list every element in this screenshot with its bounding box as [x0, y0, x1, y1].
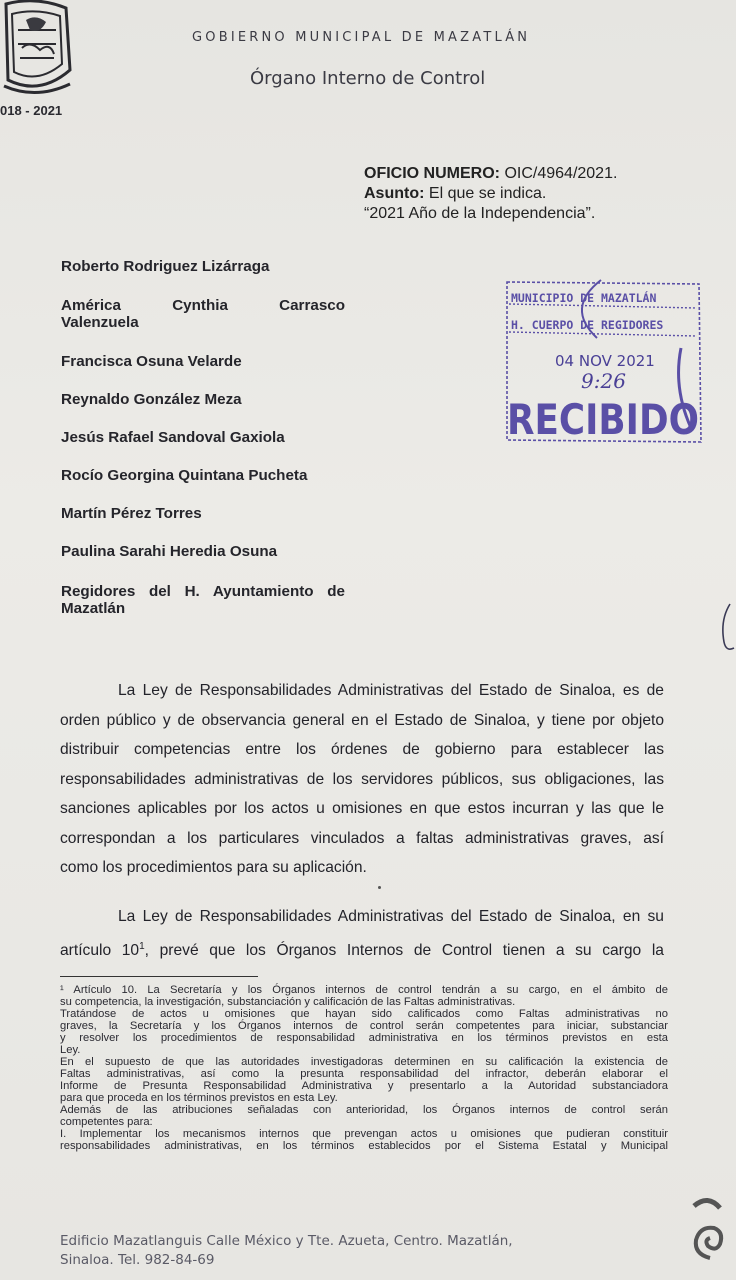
body-line: La Ley de Responsabilidades Administrativas del Estado de Sinaloa, en su: [118, 908, 664, 925]
recipient-name: Martín Pérez Torres: [61, 505, 202, 522]
footnote-line: Informe de Presunta Responsabilidad Administrativa y presentarlo a la Autoridad substanciadora: [60, 1080, 668, 1092]
body-paragraph-1: [60, 676, 664, 883]
government-heading: GOBIERNO MUNICIPAL DE MAZATLÁN: [192, 30, 531, 45]
footnote-line: Tratándose de actos u omisiones que hayan sido calificados como Faltas administrativas no: [60, 1008, 668, 1020]
oficio-block: [364, 164, 617, 224]
body-line: como los procedimientos para su aplicación.: [60, 859, 367, 876]
footnote-line: su competencia, la investigación, substanciación y calificación de las Faltas administrativas.: [60, 996, 516, 1008]
footnote-line: I. Implementar los mecanismos internos que prevengan actos u omisiones que pudieran constituir: [60, 1128, 668, 1140]
footnote-line: ¹ Artículo 10. La Secretaría y los Órganos internos de control tendrán a su cargo, en el ámbito de: [60, 984, 668, 996]
footnote-line: responsabilidades administrativas, en los términos establecidos por el Sistema Estatal y Municipal: [60, 1140, 668, 1152]
seal-years: 018 - 2021: [0, 103, 63, 118]
body-line: distribuir competencias entre los órdenes de gobierno para establecer las: [60, 741, 664, 758]
stamp-time: 9:26: [581, 369, 626, 393]
footnote-ref: 1: [139, 940, 145, 952]
body-line: orden público y de observancia general en el Estado de Sinaloa, y tiene por objeto: [60, 711, 664, 729]
received-stamp: [505, 278, 701, 443]
body-line: correspondan a los particulares vinculados a faltas administrativas graves, así: [60, 829, 664, 847]
footer-address: Edificio Mazatlanguis Calle México y Tte. Azueta, Centro. Mazatlán,: [60, 1233, 513, 1249]
footnote-line: Ley.: [60, 1044, 81, 1056]
municipal-seal-logo: [0, 0, 74, 100]
address-footer: [60, 1232, 513, 1270]
footnote-line: Faltas administrativas, así como la presunta responsabilidad del infractor, deberán elaborar el: [60, 1068, 668, 1080]
body-line: artículo $10^1$, prevé que los Órganos Internos de Control tienen a su cargo la: [60, 940, 664, 959]
footnote-separator: [60, 976, 258, 977]
body-line: responsabilidades administrativas de los servidores públicos, sus obligaciones, las: [60, 770, 664, 788]
footnote-line: Además de las atribuciones señaladas con anterioridad, los Órganos internos de control serán: [60, 1104, 668, 1116]
oficio-motto: “2021 Año de la Independencia”.: [364, 205, 596, 222]
recipient-name: Jesús Rafael Sandoval Gaxiola: [61, 429, 285, 446]
footer-phone: Sinaloa. Tel. 982-84-69: [60, 1252, 215, 1268]
body-line: La Ley de Responsabilidades Administrativas del Estado de Sinaloa, es de: [118, 682, 664, 699]
recipient-name: Francisca Osuna Velarde: [61, 353, 242, 370]
recipient-name: Reynaldo González Meza: [61, 391, 242, 408]
recipients-title: Regidores del H. Ayuntamiento de: [61, 583, 345, 600]
footnote-line: En el supuesto de que las autoridades investigadoras determinen en su calificación la existencia de: [60, 1056, 668, 1068]
stamp-line1: MUNICIPIO DE MAZATLÁN: [511, 291, 657, 305]
recipients-title: Mazatlán: [61, 600, 126, 617]
stamp-word: RECIBIDO: [507, 395, 699, 444]
recipient-name: Valenzuela: [61, 314, 139, 331]
spiral-logo: [690, 1196, 730, 1272]
recipient-name: América Cynthia Carrasco: [61, 297, 345, 314]
recipient-name: Paulina Sarahi Heredia Osuna: [61, 543, 278, 560]
recipient-name: Rocío Georgina Quintana Pucheta: [61, 467, 308, 484]
footnote-line: graves, la Secretaría y los Órganos internos de control serán competentes para iniciar, substanciar: [60, 1020, 668, 1032]
recipient-name: Roberto Rodriguez Lizárraga: [61, 258, 270, 275]
footnote-line: y resolver los procedimientos de responsabilidad administrativa en los términos previstos en esta: [60, 1032, 668, 1044]
body-line: sanciones aplicables por los actos u omisiones en que estos incurran y las que le: [60, 800, 664, 817]
footnote: [60, 984, 668, 1152]
organ-heading: Órgano Interno de Control: [250, 68, 486, 89]
body-paragraph-2: [60, 902, 664, 961]
stamp-date: 04 NOV 2021: [555, 352, 655, 370]
stamp-line2: H. CUERPO DE REGIDORES: [511, 318, 664, 332]
oficio-subject: Asunto: El que se indica.: [364, 185, 547, 202]
footnote-line: competentes para:: [60, 1116, 153, 1128]
oficio-number: OFICIO NUMERO: OIC/4964/2021.: [364, 165, 618, 182]
handwritten-mark: [716, 600, 736, 660]
speck: [378, 886, 381, 889]
footnote-line: para que proceda en los términos previstos en esta Ley.: [60, 1092, 338, 1104]
